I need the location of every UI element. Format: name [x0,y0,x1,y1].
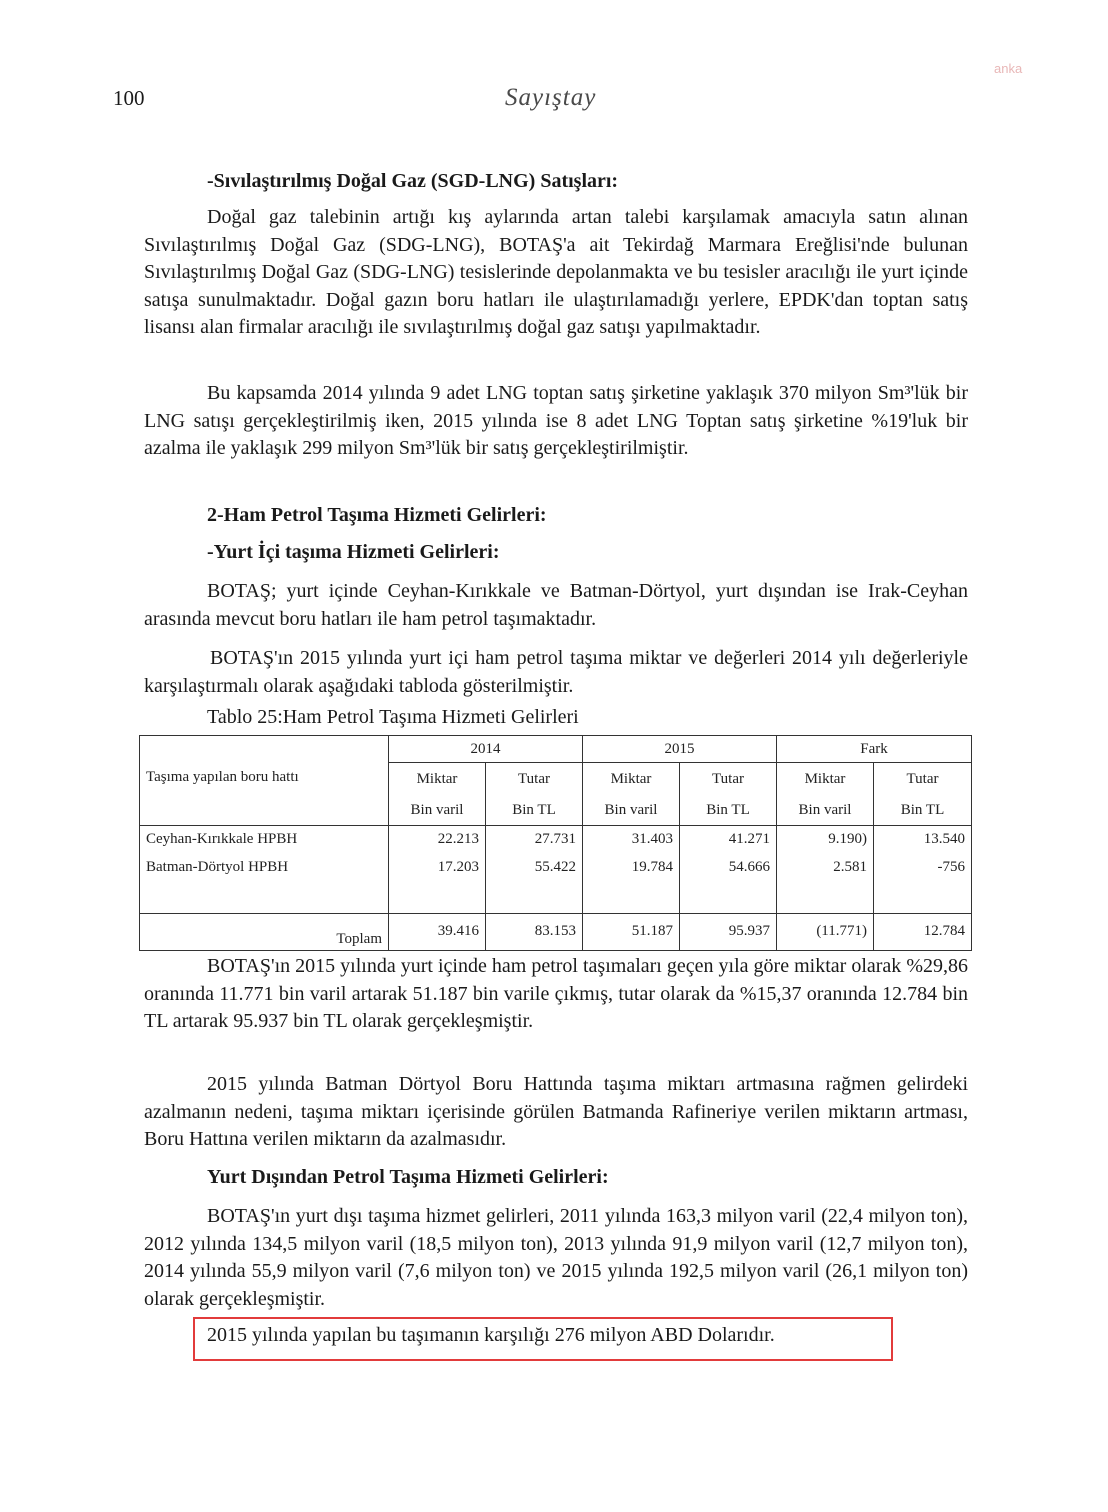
lng-paragraph-1: Doğal gaz talebinin artığı kış aylarında artan talebi karşılamak amacıyla satın alınan Sıvılaştırılmış Doğal Gaz (SDG-LNG), BOTAŞ'a ait Tekirdağ Marmara Ereğlisi'nde bulunan Sıvılaştırılmış Doğal Gaz (SDG-LNG) tesislerinde depolanmakta ve bu tesisler aracılığı ile yurt içinde satışa sunulmaktadır. Doğal gazın boru hatları ile ulaştırılamadığı yerlere, EPDK'dan toptan satış lisansı alan firmalar aracılığı ile sıvılaştırılmış doğal gaz satışı yapılmaktadır. [144,206,968,338]
year-header-2014: 2014 [389,736,583,763]
row-header-spacer [140,797,389,826]
table-row [140,853,972,883]
col-label: Tutar [874,763,972,797]
table-cell: 51.187 [583,913,680,950]
col-unit: Bin TL [680,797,777,826]
table-cell: 31.403 [583,825,680,853]
after-table-paragraph-1: BOTAŞ'ın 2015 yılında yurt içinde ham petrol taşımaları geçen yıla göre miktar olarak %29,86 oranında 11.771 bin varil artarak 51.187 bin varile çıkmış, tutar olarak da %15,37 oranında 12.784 bin TL artarak 95.937 bin TL olarak gerçekleşmiştir. [144,955,968,1032]
highlight-text: 2015 yılında yapılan bu taşımanın karşılığı 276 milyon ABD Dolarıdır. [207,1324,775,1346]
table-spacer [680,883,777,914]
pipeline-name: Batman-Dörtyol HPBH [140,853,389,883]
table-cell: 41.271 [680,825,777,853]
table-spacer [389,883,486,914]
table-cell: 83.153 [486,913,583,950]
col-label: Miktar [777,763,874,797]
table-cell: 19.784 [583,853,680,883]
after-table-paragraph-2: 2015 yılında Batman Dörtyol Boru Hattında taşıma miktarı artmasına rağmen gelirdeki azalmanın nedeni, taşıma miktarı içerisinde görülen Batmanda Rafineriye verilen miktarın artması, Boru Hattına verilen miktarın da azalmasıdır. [144,1073,968,1150]
table-spacer [486,883,583,914]
table-cell: 95.937 [680,913,777,950]
table-cell: 2.581 [777,853,874,883]
table-total-row [140,913,972,950]
col-label: Miktar [583,763,680,797]
table-row-header-cell [140,736,389,763]
brand-logo: Sayıştay [505,84,597,111]
col-label: Miktar [389,763,486,797]
foreign-paragraph: BOTAŞ'ın yurt dışı taşıma hizmet gelirleri, 2011 yılında 163,3 milyon varil (22,4 milyon ton), 2012 yılında 134,5 milyon varil (18,5 milyon ton), 2013 yılında 91,9 milyon varil (12,7 milyon ton), 2014 yılında 55,9 milyon varil (7,6 milyon ton) ve 2015 yılında 192,5 milyon varil (26,1 milyon ton) olarak gerçekleşmiştir. [144,1205,968,1310]
page-number: 100 [113,86,145,110]
domestic-paragraph-1: BOTAŞ; yurt içinde Ceyhan-Kırıkkale ve Batman-Dörtyol, yurt dışından ise Irak-Ceyhan arasında mevcut boru hatları ile ham petrol taşımaktadır. [144,580,968,630]
table-spacer [583,883,680,914]
table-cell: 9.190) [777,825,874,853]
crude-heading: 2-Ham Petrol Taşıma Hizmeti Gelirleri: [207,504,547,526]
domestic-heading: -Yurt İçi taşıma Hizmeti Gelirleri: [207,541,500,563]
pipeline-name: Ceyhan-Kırıkkale HPBH [140,825,389,853]
total-label: Toplam [140,913,389,950]
crude-transport-table [139,735,972,951]
row-header-label: Taşıma yapılan boru hattı [140,763,389,797]
table-cell: 13.540 [874,825,972,853]
table-spacer [777,883,874,914]
table-spacer [874,883,972,914]
table-spacer [140,883,389,914]
table-cell: 54.666 [680,853,777,883]
table-cell: 17.203 [389,853,486,883]
table-cell: 39.416 [389,913,486,950]
table-row [140,825,972,853]
table-cell: 12.784 [874,913,972,950]
table-cell: -756 [874,853,972,883]
year-header-fark: Fark [777,736,972,763]
domestic-paragraph-2: BOTAŞ'ın 2015 yılında yurt içi ham petrol taşıma miktar ve değerleri 2014 yılı değerleriyle karşılaştırmalı olarak aşağıdaki tabloda gösterilmiştir. [144,647,968,697]
watermark: anka [994,61,1023,76]
col-unit: Bin TL [486,797,583,826]
table-caption: Tablo 25:Ham Petrol Taşıma Hizmeti Gelirleri [207,706,579,728]
table-cell: 22.213 [389,825,486,853]
col-label: Tutar [680,763,777,797]
lng-paragraph-2: Bu kapsamda 2014 yılında 9 adet LNG toptan satış şirketine yaklaşık 370 milyon Sm³'lük bir LNG satışı gerçekleştirilmiş iken, 2015 yılında ise 8 adet LNG Toptan satış şirketine %19'luk bir azalma ile yaklaşık 299 milyon Sm³'lük bir satış gerçekleştirilmiştir. [144,382,968,459]
year-header-2015: 2015 [583,736,777,763]
col-unit: Bin varil [583,797,680,826]
col-unit: Bin varil [777,797,874,826]
col-label: Tutar [486,763,583,797]
lng-heading: -Sıvılaştırılmış Doğal Gaz (SGD-LNG) Satışları: [207,170,619,192]
col-unit: Bin varil [389,797,486,826]
col-unit: Bin TL [874,797,972,826]
foreign-heading: Yurt Dışından Petrol Taşıma Hizmeti Gelirleri: [207,1166,609,1188]
table-cell: 27.731 [486,825,583,853]
table-cell: (11.771) [777,913,874,950]
table-cell: 55.422 [486,853,583,883]
